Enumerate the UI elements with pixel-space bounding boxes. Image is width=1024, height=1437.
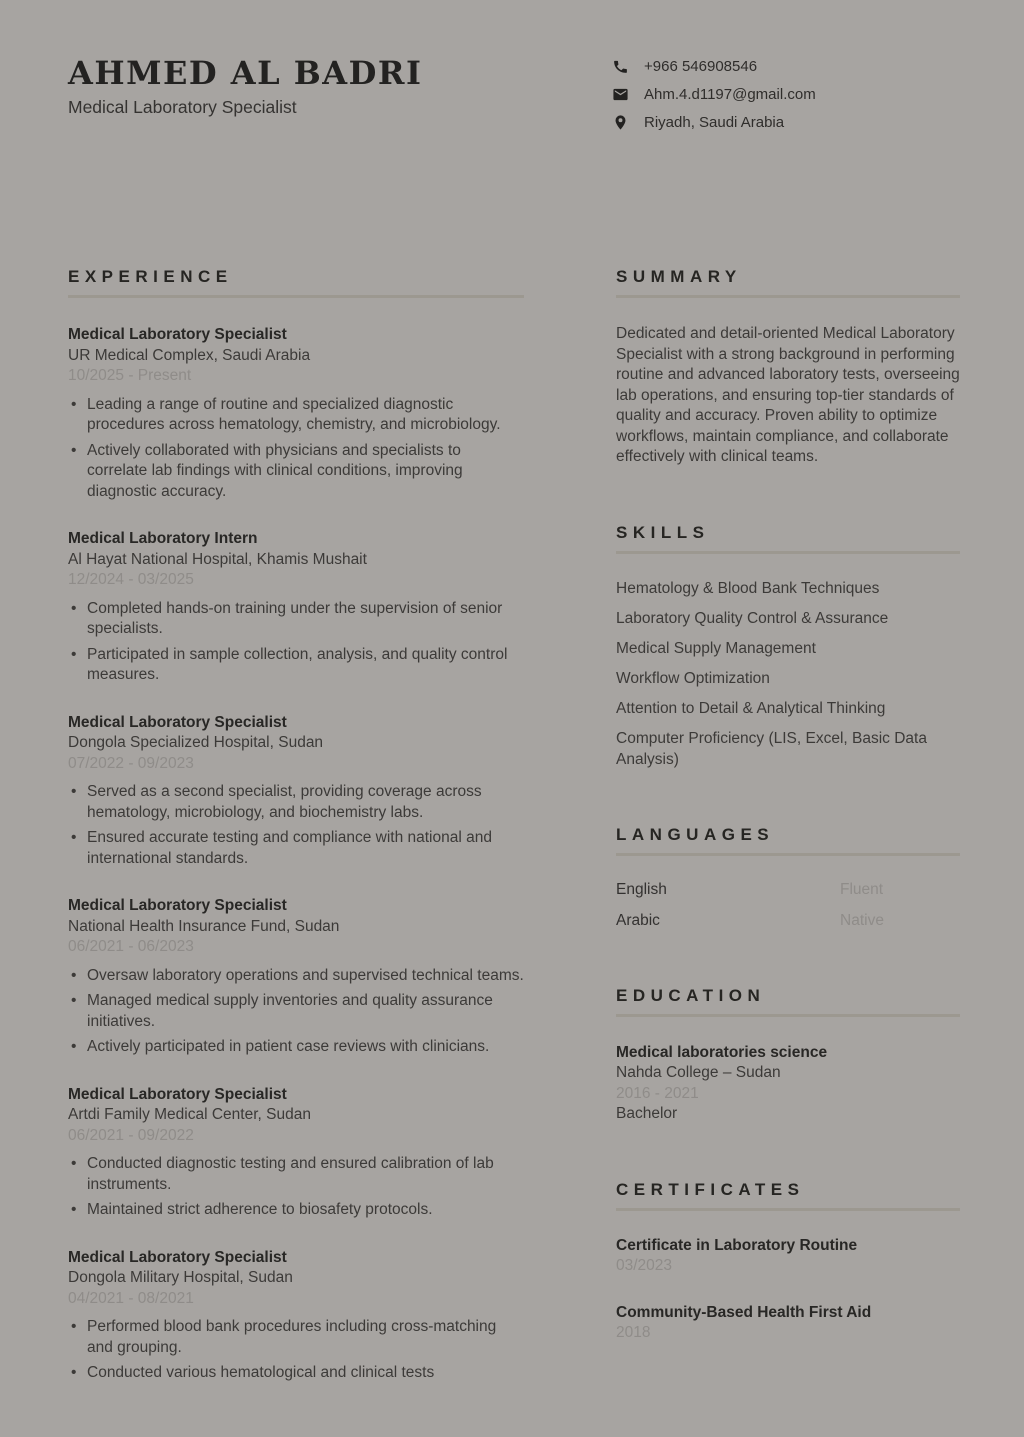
job-title: Medical Laboratory Specialist bbox=[68, 713, 287, 731]
section-divider bbox=[616, 551, 960, 554]
job-entry bbox=[68, 1085, 524, 1221]
job-entry bbox=[68, 529, 524, 686]
job-bullet: • Completed hands-on training under the supervision of senior specialists. bbox=[68, 599, 524, 640]
job-dates: 10/2025 - Present bbox=[68, 367, 192, 384]
job-bullets bbox=[68, 599, 524, 686]
education-entry bbox=[616, 1043, 960, 1125]
section-divider bbox=[616, 295, 960, 298]
languages-heading: LANGUAGES bbox=[616, 824, 775, 844]
job-bullets bbox=[68, 395, 524, 503]
certificate-name: Community-Based Health First Aid bbox=[616, 1303, 872, 1321]
job-entry bbox=[68, 1248, 524, 1384]
section-divider bbox=[616, 1208, 960, 1211]
skill-item: Workflow Optimization bbox=[616, 669, 770, 687]
education-heading: EDUCATION bbox=[616, 985, 766, 1005]
contact-location bbox=[612, 114, 960, 131]
job-company: Al Hayat National Hospital, Khamis Mushait bbox=[68, 550, 367, 568]
job-company: Artdi Family Medical Center, Sudan bbox=[68, 1106, 311, 1123]
section-divider bbox=[616, 1014, 960, 1017]
job-company: National Health Insurance Fund, Sudan bbox=[68, 917, 340, 935]
job-company: UR Medical Complex, Saudi Arabia bbox=[68, 346, 311, 364]
person-title: Medical Laboratory Specialist bbox=[68, 97, 297, 118]
skill-item: Medical Supply Management bbox=[616, 639, 816, 657]
language-row bbox=[616, 911, 960, 931]
header bbox=[68, 56, 960, 142]
skill-item: Computer Proficiency (LIS, Excel, Basic Data Analysis) bbox=[616, 729, 927, 768]
contact-location-text: Riyadh, Saudi Arabia bbox=[644, 114, 785, 131]
summary-heading: SUMMARY bbox=[616, 267, 742, 286]
skill-item: Attention to Detail & Analytical Thinking bbox=[616, 699, 886, 717]
job-title: Medical Laboratory Specialist bbox=[68, 897, 287, 914]
certificate-name: Certificate in Laboratory Routine bbox=[616, 1236, 858, 1254]
job-company: Dongola Specialized Hospital, Sudan bbox=[68, 734, 324, 751]
job-entry bbox=[68, 325, 524, 502]
contact-phone bbox=[612, 58, 960, 75]
language-level: Native bbox=[840, 911, 884, 929]
right-column bbox=[616, 268, 960, 1389]
language-level: Fluent bbox=[840, 880, 884, 898]
job-bullets bbox=[68, 966, 524, 1058]
job-bullet: • Leading a range of routine and specialized diagnostic procedures across hematology, chemistry, and microbiology. bbox=[68, 395, 524, 436]
phone-icon bbox=[612, 58, 629, 75]
job-title: Medical Laboratory Specialist bbox=[68, 1248, 287, 1266]
job-entry bbox=[68, 713, 524, 870]
section-divider bbox=[68, 295, 524, 298]
job-bullets bbox=[68, 1317, 524, 1384]
skills-heading: SKILLS bbox=[616, 522, 710, 542]
main-columns bbox=[68, 268, 960, 1389]
certificates-section bbox=[616, 1181, 960, 1344]
language-row bbox=[616, 880, 960, 900]
job-entry bbox=[68, 896, 524, 1058]
certificate-date: 2018 bbox=[616, 1324, 651, 1341]
job-bullets bbox=[68, 782, 524, 869]
languages-section bbox=[616, 826, 960, 931]
summary-section bbox=[616, 268, 960, 468]
person-name: AHMED AL BADRI bbox=[68, 54, 423, 92]
skill-item: Laboratory Quality Control & Assurance bbox=[616, 609, 889, 627]
job-bullet: • Actively collaborated with physicians and specialists to correlate lab findings with clinical conditions, improving diagnostic accuracy. bbox=[68, 441, 524, 503]
education-school: Nahda College – Sudan bbox=[616, 1064, 781, 1081]
section-divider bbox=[616, 853, 960, 856]
education-level: Bachelor bbox=[616, 1105, 678, 1122]
job-bullet: • Participated in sample collection, analysis, and quality control measures. bbox=[68, 645, 524, 686]
job-dates: 06/2021 - 09/2022 bbox=[68, 1126, 194, 1144]
education-section bbox=[616, 987, 960, 1125]
certificate-entry bbox=[616, 1236, 960, 1277]
job-bullet: • Conducted various hematological and clinical tests bbox=[68, 1363, 524, 1384]
certificate-entry bbox=[616, 1303, 960, 1344]
job-bullet: • Ensured accurate testing and compliance with national and international standards. bbox=[68, 828, 524, 869]
contact-block bbox=[612, 56, 960, 142]
job-bullet: • Managed medical supply inventories and quality assurance initiatives. bbox=[68, 991, 524, 1032]
education-degree: Medical laboratories science bbox=[616, 1043, 828, 1061]
skill-item: Hematology & Blood Bank Techniques bbox=[616, 579, 880, 597]
location-icon bbox=[612, 114, 629, 131]
job-dates: 04/2021 - 08/2021 bbox=[68, 1289, 194, 1307]
certificate-date: 03/2023 bbox=[616, 1257, 673, 1274]
job-dates: 12/2024 - 03/2025 bbox=[68, 571, 194, 588]
contact-email-text: Ahm.4.d1197@gmail.com bbox=[644, 86, 816, 103]
experience-section bbox=[68, 268, 524, 1389]
education-dates: 2016 - 2021 bbox=[616, 1084, 699, 1102]
job-bullets bbox=[68, 1154, 524, 1221]
job-company: Dongola Military Hospital, Sudan bbox=[68, 1269, 293, 1286]
email-icon bbox=[612, 86, 629, 103]
summary-text: Dedicated and detail-oriented Medical Laboratory Specialist with a strong background in performing routine and advanced laboratory tests, overseeing lab operations, and ensuring top-tier standards of quality and accuracy. Proven ability to optimize workflows, maintain compliance, and collaborate effectively with clinical teams. bbox=[616, 325, 960, 465]
job-title: Medical Laboratory Specialist bbox=[68, 326, 287, 343]
job-bullet: • Maintained strict adherence to biosafety protocols. bbox=[68, 1200, 524, 1221]
job-bullet: • Conducted diagnostic testing and ensured calibration of lab instruments. bbox=[68, 1154, 524, 1195]
experience-heading: EXPERIENCE bbox=[68, 267, 233, 286]
contact-email bbox=[612, 86, 960, 103]
job-dates: 06/2021 - 06/2023 bbox=[68, 938, 194, 955]
certificates-heading: CERTIFICATES bbox=[616, 1179, 805, 1199]
languages-list bbox=[616, 880, 960, 931]
skills-section bbox=[616, 524, 960, 770]
language-name: Arabic bbox=[616, 911, 660, 929]
job-bullet: • Served as a second specialist, providing coverage across hematology, microbiology, and biochemistry labs. bbox=[68, 782, 524, 823]
job-bullet: • Oversaw laboratory operations and supervised technical teams. bbox=[68, 966, 524, 987]
identity-block bbox=[68, 56, 422, 118]
job-bullet: • Actively participated in patient case reviews with clinicians. bbox=[68, 1037, 524, 1058]
language-name: English bbox=[616, 880, 667, 898]
skills-list bbox=[616, 578, 960, 770]
job-bullet: • Performed blood bank procedures including cross-matching and grouping. bbox=[68, 1317, 524, 1358]
contact-phone-text: +966 546908546 bbox=[644, 58, 758, 75]
job-title: Medical Laboratory Specialist bbox=[68, 1085, 287, 1103]
job-title: Medical Laboratory Intern bbox=[68, 530, 258, 547]
job-dates: 07/2022 - 09/2023 bbox=[68, 754, 194, 772]
